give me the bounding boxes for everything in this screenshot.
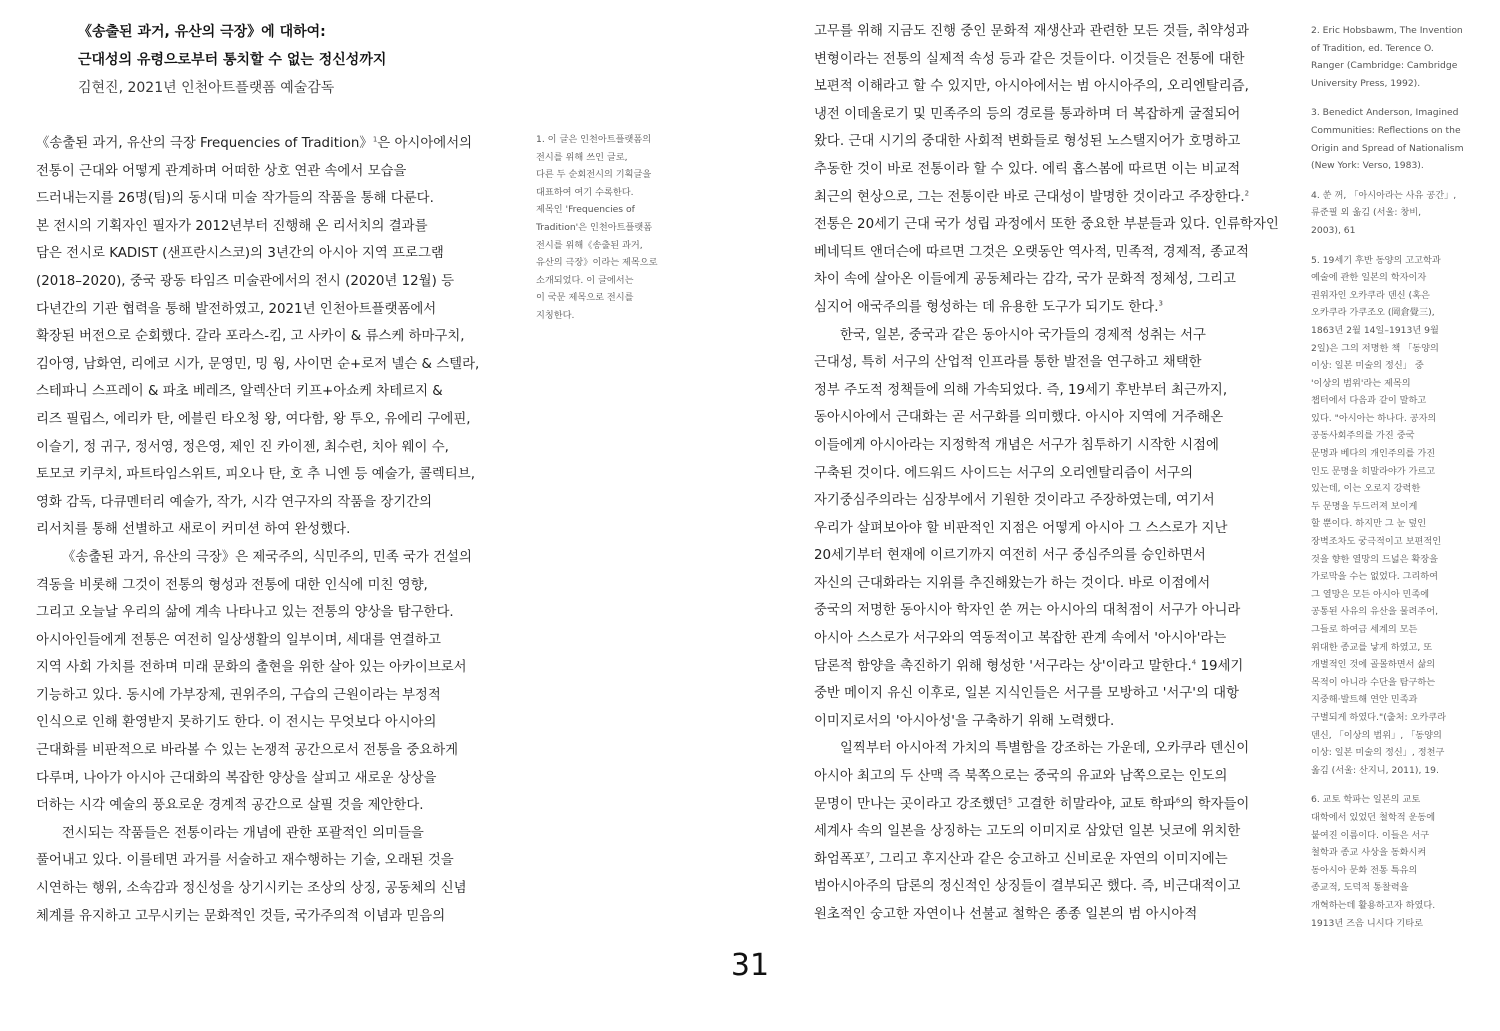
body-line [36, 351, 526, 379]
body-text: 아시아인들에게 전통은 여전히 일상생활의 일부이며, 세대를 연결하고 [36, 632, 441, 648]
body-line [36, 406, 526, 434]
body-text: 리즈 필립스, 에리카 탄, 에블린 타오청 왕, 여다함, 왕 투오, 유에리 구에핀, [36, 411, 471, 427]
body-text: 전시되는 작품들은 전통이라는 개념에 관한 포괄적인 의미들을 [62, 825, 424, 841]
body-line [36, 516, 526, 544]
body-text: 전통이 근대와 어떻게 관계하며 어떠한 상호 연관 속에서 모습을 [36, 163, 407, 179]
footnote-line: 소개되었다. 이 글에서는 [536, 274, 634, 286]
footnote-ref: 7 [865, 851, 871, 860]
footnote-line: 인도 문명을 히말라야가 가르고 [1311, 465, 1436, 477]
body-text: 담은 전시로 KADIST (샌프란시스코)의 3년간의 아시아 지역 프로그램 [36, 246, 444, 262]
footnote-line: 4. 쑨 꺼, 「아시아라는 사유 공간」, [1311, 189, 1457, 201]
footnote-line: 이 국문 제목으로 전시를 [536, 292, 634, 304]
body-line [814, 846, 1299, 874]
body-line [814, 266, 1299, 294]
body-text: 화엄폭포 [814, 851, 866, 867]
author-line: 김현진, 2021년 인천아트플랫폼 예술감독 [78, 80, 335, 96]
footnote-ref: 4 [1191, 658, 1197, 667]
footnote-line: 전시를 위해《송출된 과거, [536, 239, 643, 251]
body-text: 중국의 저명한 동아시아 학자인 쑨 꺼는 아시아의 대척점이 서구가 아니라 [814, 603, 1241, 619]
body-line [814, 487, 1299, 515]
footnote-line: 대표하여 여기 수록한다. [536, 186, 634, 198]
footnote-line: 3. Benedict Anderson, Imagined [1311, 107, 1459, 119]
body-line [36, 130, 526, 158]
footnote-line: Ranger (Cambridge: Cambridge [1311, 60, 1458, 72]
body-line [36, 434, 526, 462]
body-line [36, 682, 526, 710]
body-text: 구축된 것이다. 에드워드 사이드는 서구의 오리엔탈리즘이 서구의 [814, 465, 1194, 481]
body-line [814, 432, 1299, 460]
body-text: 고결한 히말라야, 교토 학파 [1012, 796, 1176, 812]
body-text: 일찍부터 아시아적 가치의 특별함을 강조하는 가운데, 오카쿠라 덴신이 [840, 741, 1250, 757]
body-line [36, 654, 526, 682]
footnote-line: 6. 교토 학파는 일본의 교토 [1311, 794, 1421, 806]
body-text: 추동한 것이 바로 전통이라 할 수 있다. 에릭 홉스봄에 따르면 이는 비교적 [814, 161, 1241, 177]
body-line [814, 680, 1299, 708]
footnote-line: 있는데, 이는 오로지 강력한 [1311, 483, 1421, 495]
title-line-2: 근대성의 유령으로부터 통치할 수 없는 정신성까지 [78, 52, 387, 68]
footnote-ref: 3 [1158, 299, 1163, 308]
body-line [814, 73, 1299, 101]
body-line [36, 185, 526, 213]
body-line [814, 349, 1299, 377]
footnote-line: 붙여진 이름이다. 이들은 서구 [1311, 829, 1430, 841]
footnote [1311, 187, 1471, 240]
body-text: (2018–2020), 중국 광동 타임즈 미술관에서의 전시 (2020년 12월) 등 [36, 273, 455, 289]
footnote-line: 공동사회주의를 가진 중국 [1311, 430, 1415, 442]
body-text: 아시아 스스로가 서구와의 역동적이고 복잡한 관계 속에서 '아시아'라는 [814, 631, 1227, 647]
body-line [814, 239, 1299, 267]
body-text: 자기중심주의라는 심장부에서 기원한 것이라고 주장하였는데, 여기서 [814, 493, 1215, 509]
body-text: 본 전시의 기획자인 필자가 2012년부터 진행해 온 리서치의 결과를 [36, 218, 428, 234]
body-line [36, 240, 526, 268]
body-text: 최근의 현상으로, 그는 전통이란 바로 근대성이 발명한 것이라고 주장한다. [814, 189, 1245, 205]
page-number: 31 [730, 948, 770, 983]
footnote-line: 개별적인 것에 골몰하면서 삶의 [1311, 659, 1436, 671]
body-line [814, 46, 1299, 74]
body-line [36, 792, 526, 820]
body-text: 근대화를 비판적으로 바라볼 수 있는 논쟁적 공간으로서 전통을 중요하게 [36, 743, 459, 759]
body-text: 리서치를 통해 선별하고 새로이 커미션 하여 완성했다. [36, 522, 351, 538]
body-line [814, 404, 1299, 432]
body-line [36, 296, 526, 324]
body-line [814, 294, 1299, 322]
footnote-line: 1913년 즈음 니시다 기타로 [1311, 917, 1424, 929]
body-line [814, 570, 1299, 598]
body-text: 확장된 버전으로 순회했다. 갈라 포라스-킴, 고 사카이 & 류스케 하마구치, [36, 329, 465, 345]
body-text: 원초적인 숭고한 자연이나 선불교 철학은 종종 일본의 범 아시아적 [814, 907, 1198, 922]
body-text: 변형이라는 전통의 실제적 속성 등과 같은 것들이다. 이것들은 전통에 대한 [814, 51, 1245, 67]
body-line [36, 268, 526, 296]
body-line [814, 460, 1299, 488]
body-line [814, 377, 1299, 405]
footnote-line: 할 뿐이다. 하지만 그 눈 덮인 [1311, 518, 1427, 530]
footnote-line: 2. Eric Hobsbawm, The Invention [1311, 25, 1463, 36]
body-line [814, 625, 1299, 653]
footnote-line: 제목인 'Frequencies of [536, 204, 635, 216]
footnote-line: 그들로 하여금 세계의 모든 [1311, 624, 1418, 635]
body-line [36, 875, 526, 903]
footnote-line: 지중해·발트해 연안 민족과 [1311, 694, 1418, 706]
footnote-line: 1. 이 글은 인천아트플랫폼의 [536, 134, 652, 145]
body-text: 김아영, 남화연, 리에코 시가, 문영민, 밍 웡, 사이먼 순+로저 넬슨 & 스텔라, [36, 356, 480, 372]
body-text: 정부 주도적 정책들에 의해 가속되었다. 즉, 19세기 후반부터 최근까지, [814, 382, 1228, 398]
footnote-line: 예술에 관한 일본의 학자이자 [1311, 272, 1427, 284]
footnote-line: 오카쿠라 가쿠조오 (岡倉覺三), [1311, 307, 1435, 319]
body-line [36, 820, 526, 848]
body-text: 다년간의 기관 협력을 통해 발전하였고, 2021년 인천아트플랫폼에서 [36, 301, 437, 317]
footnote [1311, 104, 1471, 174]
footnote-line: 2일)은 그의 저명한 책 「동양의 [1311, 342, 1439, 354]
body-line [814, 542, 1299, 570]
body-line [36, 847, 526, 875]
footnote-line: 챕터에서 다음과 같이 말하고 [1311, 395, 1427, 407]
footnote-line: 목적이 아니라 수단을 탐구하는 [1311, 676, 1436, 688]
body-text: 20세기부터 현재에 이르기까지 여전히 서구 중심주의를 승인하면서 [814, 548, 1206, 564]
body-text: 아시아 최고의 두 산맥 즉 북쪽으로는 중국의 유교와 남쪽으로는 인도의 [814, 769, 1228, 785]
footnote-line: Communities: Reflections on the [1311, 124, 1461, 136]
footnote-line: 그 열망은 모든 아시아 민족에 [1311, 588, 1430, 600]
body-text: 세계사 속의 일본을 상징하는 고도의 이미지로 삼았던 일본 닛코에 위치한 [814, 824, 1241, 840]
footnote-line: Tradition'은 인천아트플랫폼 [536, 221, 653, 233]
body-text: , 그리고 후지산과 같은 숭고하고 신비로운 자연의 이미지에는 [870, 851, 1228, 867]
body-text: 영화 감독, 다큐멘터리 예술가, 작가, 시각 연구자의 작품을 장기간의 [36, 494, 433, 510]
left-body-text [36, 130, 526, 930]
body-line [814, 763, 1299, 791]
body-line [814, 322, 1299, 350]
footnote-line: 것을 향한 열망의 드넓은 확장을 [1311, 553, 1439, 565]
body-line [814, 211, 1299, 239]
footnote-line: 있다. "아시아는 하나다. 공자의 [1311, 412, 1437, 424]
right-footnotes [1311, 22, 1471, 944]
footnote-line: 권위자인 오카쿠라 덴신 (혹은 [1311, 289, 1430, 301]
footnote-line: 류준필 외 옮김 (서울: 창비, [1311, 207, 1422, 219]
footnote-line: 덴신, 「이상의 범위」, 「동양의 [1311, 729, 1442, 741]
body-line [814, 18, 1299, 46]
body-line [814, 901, 1299, 929]
body-text: 보편적 이해라고 할 수 있지만, 아시아에서는 범 아시아주의, 오리엔탈리즘, [814, 79, 1249, 95]
body-text: 《송출된 과거, 유산의 극장 Frequencies of Tradition》 [36, 136, 373, 151]
body-line [814, 184, 1299, 212]
body-line [36, 213, 526, 241]
body-text: 중반 메이지 유신 이후로, 일본 지식인들은 서구를 모방하고 '서구'의 대항 [814, 686, 1240, 702]
body-line [814, 791, 1299, 819]
footnote-line: 1863년 2월 14일–1913년 9월 [1311, 324, 1439, 336]
body-line [814, 735, 1299, 763]
body-text: 문명이 만나는 곳이라고 강조했던 [814, 796, 1008, 812]
body-text: 더하는 시각 예술의 풍요로운 경계적 공간으로 살필 것을 제안한다. [36, 798, 424, 814]
footnote-line: 옮김 (서울: 산지니, 2011), 19. [1311, 764, 1439, 776]
body-line [36, 599, 526, 627]
body-text: 《송출된 과거, 유산의 극장》은 제국주의, 식민주의, 민족 국가 건설의 [62, 549, 472, 565]
footnote-line: 두 문명을 두드러져 보이게 [1311, 500, 1418, 512]
body-line [36, 158, 526, 186]
footnote-ref: 6 [1175, 796, 1181, 805]
footnote-ref: 1 [372, 135, 378, 144]
footnote-ref: 5 [1007, 796, 1013, 805]
body-text: 인식으로 인해 환영받지 못하기도 한다. 이 전시는 무엇보다 아시아의 [36, 715, 437, 731]
body-line [814, 156, 1299, 184]
body-line [814, 515, 1299, 543]
footnote-line: 철학과 종교 사상을 동화시켜 [1311, 847, 1427, 859]
body-text: 풀어내고 있다. 이를테면 과거를 서술하고 재수행하는 기술, 오래된 것을 [36, 853, 454, 869]
body-line [814, 128, 1299, 156]
title-line-1: 《송출된 과거, 유산의 극장》에 대하여: [78, 24, 326, 40]
body-text: 동아시아에서 근대화는 곧 서구화를 의미했다. 아시아 지역에 거주해온 [814, 410, 1224, 426]
footnote [1311, 252, 1471, 780]
footnote-line: 공통된 사유의 유산을 물려주어, [1311, 606, 1439, 618]
article-title-block [78, 18, 538, 102]
body-line [814, 708, 1299, 736]
footnote-line: 이상: 일본 미술의 정신」 중 [1311, 360, 1424, 372]
footnote-line: of Tradition, ed. Terence O. [1311, 42, 1434, 54]
body-line [36, 461, 526, 489]
body-text: 이미지로서의 '아시아성'을 구축하기 위해 노력했다. [814, 713, 1115, 729]
footnote-line: 구별되게 하였다."(출처: 오카쿠라 [1311, 711, 1447, 723]
body-text: 토모코 키쿠치, 파트타임스위트, 피오나 탄, 호 추 니엔 등 예술가, 콜렉티브, [36, 467, 475, 483]
body-text: 차이 속에 살아온 이들에게 공동체라는 감각, 국가 문화적 정체성, 그리고 [814, 272, 1236, 288]
body-text: 베네딕트 앤더슨에 따르면 그것은 오랫동안 역사적, 민족적, 경제적, 종교적 [814, 244, 1249, 260]
body-line [814, 873, 1299, 901]
footnote-line: 이상: 일본 미술의 정신」, 정천구 [1311, 747, 1445, 759]
footnote-line: 가로막을 수는 없었다. 그리하여 [1311, 571, 1439, 583]
body-text: 격동을 비롯해 그것이 전통의 형성과 전통에 대한 인식에 미친 영향, [36, 577, 428, 593]
body-line [36, 323, 526, 351]
footnote-line: 개혁하는데 활용하고자 하였다. [1311, 899, 1436, 911]
body-text: 냉전 이데올로기 및 민족주의 등의 경로를 통과하며 더 복잡하게 굴절되어 [814, 106, 1241, 122]
footnote [1311, 791, 1471, 932]
body-text: 19세기 [1196, 658, 1244, 674]
right-body-text [814, 18, 1299, 929]
footnote-line: '이상의 범위'라는 제목의 [1311, 377, 1411, 389]
footnote-line: (New York: Verso, 1983). [1311, 160, 1424, 172]
body-text: 그리고 오늘날 우리의 삶에 계속 나타나고 있는 전통의 양상을 탐구한다. [36, 605, 454, 621]
footnote-line: University Press, 1992). [1311, 77, 1421, 89]
body-line [814, 653, 1299, 681]
body-text: 드러내는지를 26명(팀)의 동시대 미술 작가들의 작품을 통해 다룬다. [36, 191, 434, 207]
body-text: 한국, 일본, 중국과 같은 동아시아 국가들의 경제적 성취는 서구 [840, 327, 1206, 343]
body-text: 근대성, 특히 서구의 산업적 인프라를 통한 발전을 연구하고 채택한 [814, 355, 1202, 371]
footnote [1311, 22, 1471, 92]
footnote-line: 장벽조차도 궁극적이고 보편적인 [1311, 536, 1442, 548]
body-line [814, 101, 1299, 129]
footnote-line: 전시를 위해 쓰인 글로, [536, 151, 628, 163]
body-line [36, 627, 526, 655]
body-text: 전통은 20세기 근대 국가 성립 과정에서 또한 중요한 부분들과 있다. 인류학자인 [814, 217, 1279, 233]
footnote-line: 문명과 베다의 개인주의를 가진 [1311, 448, 1436, 460]
body-line [36, 709, 526, 737]
body-line [36, 572, 526, 600]
body-text: 시연하는 행위, 소속감과 정신성을 상기시키는 조상의 상징, 공동체의 신념 [36, 881, 467, 897]
body-text: 담론적 함양을 촉진하기 위해 형성한 '서구라는 상'이라고 말한다. [814, 658, 1192, 674]
footnote-line: Origin and Spread of Nationalism [1311, 142, 1464, 154]
body-line [36, 378, 526, 406]
body-text: 이들에게 아시아라는 지정학적 개념은 서구가 침투하기 시작한 시점에 [814, 437, 1219, 453]
footnote-line: 동아시아 문화 전통 특유의 [1311, 864, 1418, 876]
body-line [36, 489, 526, 517]
footnote-line: 5. 19세기 후반 동양의 고고학과 [1311, 254, 1441, 266]
body-text: 우리가 살펴보아야 할 비판적인 지점은 어떻게 아시아 그 스스로가 지난 [814, 520, 1228, 536]
body-line [814, 597, 1299, 625]
footnote-line: 대학에서 있었던 철학적 운동에 [1311, 811, 1436, 823]
footnote-line: 다른 두 순회전시의 기획글을 [536, 169, 652, 181]
footnote-line: 종교적, 도덕적 통찰력을 [1311, 882, 1409, 894]
body-text: 범아시아주의 담론의 정신적인 상징들이 결부되곤 했다. 즉, 비근대적이고 [814, 879, 1241, 895]
body-text: 지역 사회 가치를 전하며 미래 문화의 출현을 위한 살아 있는 아카이브로서 [36, 660, 467, 676]
left-footnotes [536, 131, 686, 325]
body-text: 의 학자들이 [1180, 796, 1250, 812]
body-text: 은 아시아에서의 [377, 136, 473, 151]
body-text: 자신의 근대화라는 지위를 추진해왔는가 하는 것이다. 바로 이점에서 [814, 575, 1211, 591]
footnote-line: 위대한 종교를 낳게 하였고, 또 [1311, 641, 1433, 653]
body-line [36, 544, 526, 572]
footnote-line: 지칭한다. [536, 309, 575, 321]
body-text: 고무를 위해 지금도 진행 중인 문화적 재생산과 관련한 모든 것들, 취약성과 [814, 24, 1249, 39]
body-text: 기능하고 있다. 동시에 가부장제, 권위주의, 구습의 근원이라는 부정적 [36, 687, 441, 703]
body-text: 다루며, 나아가 아시아 근대화의 복잡한 양상을 살피고 새로운 상상을 [36, 770, 437, 786]
body-line [36, 737, 526, 765]
footnote-line: 유산의 극장》이라는 제목으로 [536, 257, 658, 269]
body-line [814, 818, 1299, 846]
body-text: 심지어 애국주의를 형성하는 데 유용한 도구가 되기도 한다. [814, 299, 1159, 315]
footnote-line: 2003), 61 [1311, 224, 1356, 236]
body-line [36, 765, 526, 793]
body-line [36, 903, 526, 931]
body-text: 왔다. 근대 시기의 중대한 사회적 변화들로 형성된 노스탤지어가 호명하고 [814, 134, 1241, 150]
body-text: 체계를 유지하고 고무시키는 문화적인 것들, 국가주의적 이념과 믿음의 [36, 908, 446, 924]
body-text: 스테파니 스프레이 & 파초 베레즈, 알렉산더 키프+아쇼케 차테르지 & [36, 384, 443, 400]
footnote-ref: 2 [1244, 189, 1250, 198]
body-text: 이슬기, 정 귀구, 정서영, 정은영, 제인 진 카이젠, 최수련, 치아 웨이 수, [36, 439, 449, 455]
